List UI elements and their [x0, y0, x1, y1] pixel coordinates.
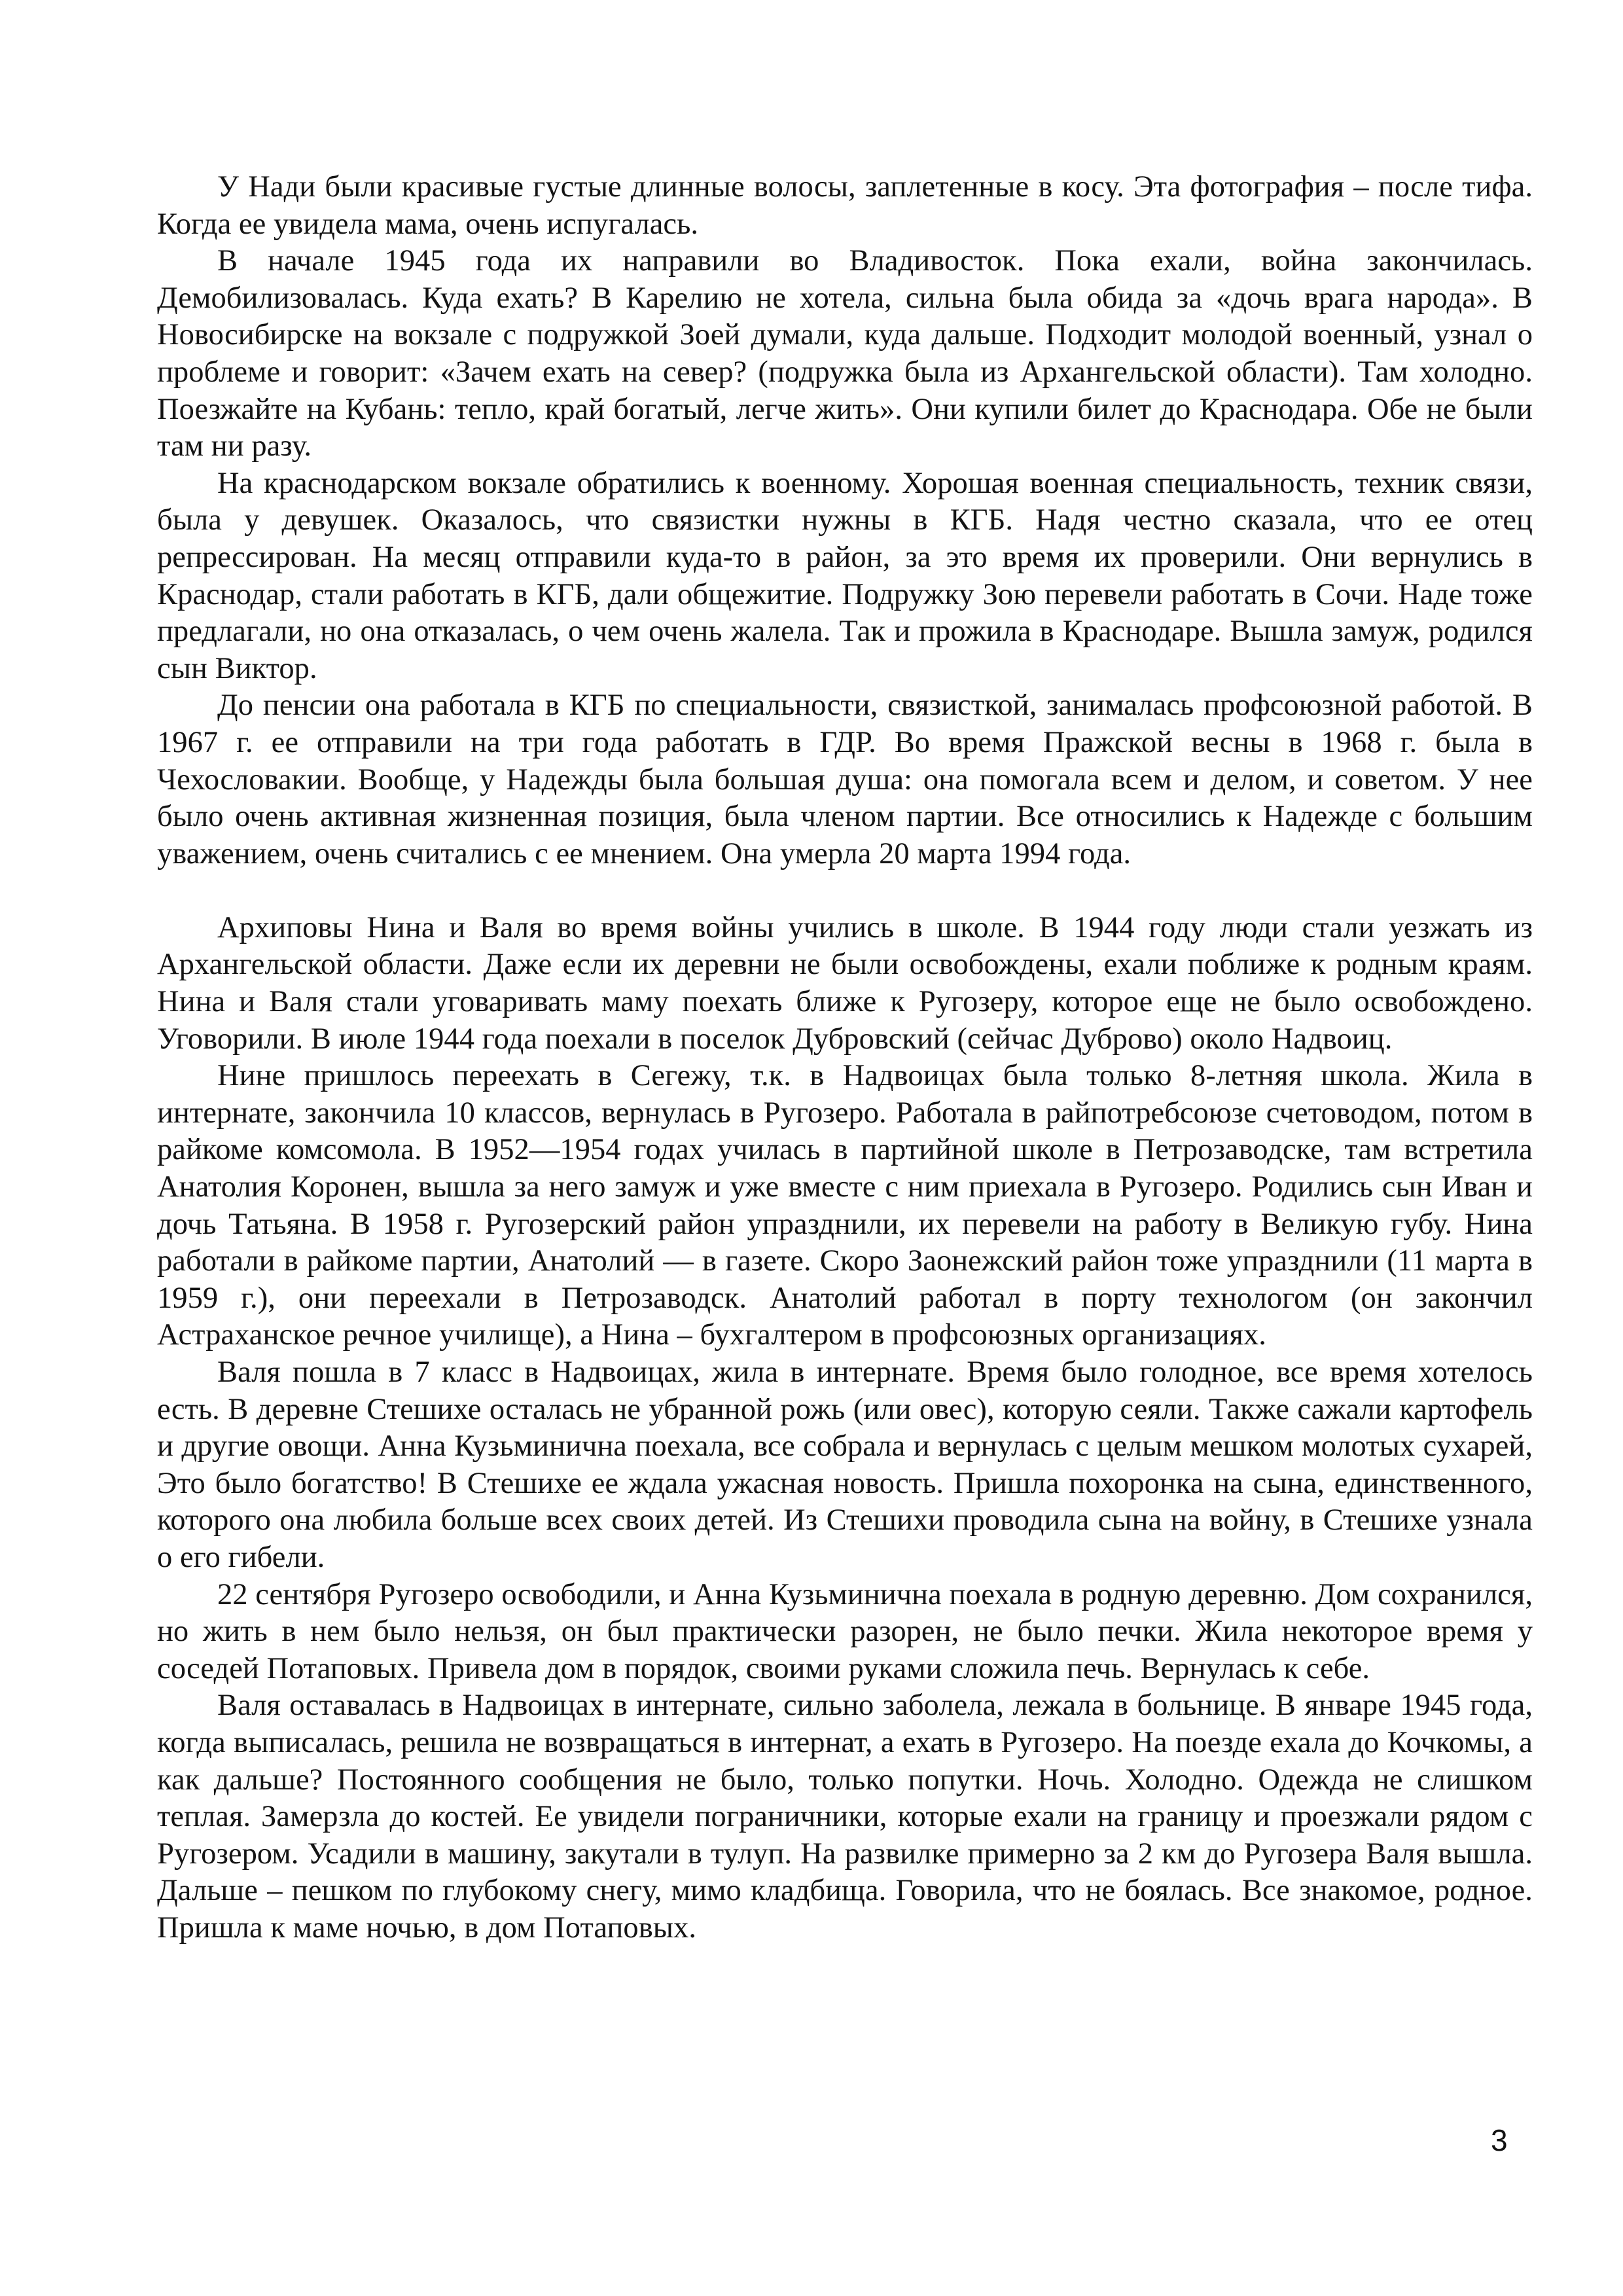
paragraph: Валя пошла в 7 класс в Надвоицах, жила в интернате. Время было голодное, все время хотелось есть. В деревне Стешихе осталась не убранной рожь (или овес), которую сеяли. Также сажали картофель и другие овощи. Анна Кузьминична поехала, все собрала и вернулась с целым мешком молотых сухарей, Это было богатство! В Стешихе ее ждала ужасная новость. Пришла похоронка на сына, единственного, которого она любила больше всех своих детей. Из Стешихи проводила сына на войну, в Стешихе узнала о его гибели.: [157, 1355, 1533, 1574]
page-number: 3: [1491, 2123, 1508, 2157]
paragraph: На краснодарском вокзале обратились к военному. Хорошая военная специальность, техник связи, была у девушек. Оказалось, что связистки нужны в КГБ. Надя честно сказала, что ее отец репрессирован. На месяц отправили куда-то в район, за это время их проверили. Они вернулись в Краснодар, стали работать в КГБ, дали общежитие. Подружку Зою перевели работать в Сочи. Наде тоже предлагали, но она отказалась, о чем очень жалела. Так и прожила в Краснодаре. Вышла замуж, родился сын Виктор.: [157, 466, 1533, 685]
paragraph: В начале 1945 года их направили во Владивосток. Пока ехали, война закончилась. Демобилизовалась. Куда ехать? В Карелию не хотела, сильна была обида за «дочь врага народа». В Новосибирске на вокзале с подружкой Зоей думали, куда дальше. Подходит молодой военный, узнал о проблеме и говорит: «Зачем ехать на север? (подружка была из Архангельской области). Там холодно. Поезжайте на Кубань: тепло, край богатый, легче жить». Они купили билет до Краснодара. Обе не были там ни разу.: [157, 244, 1533, 463]
paragraph: 22 сентября Ругозеро освободили, и Анна Кузьминична поехала в родную деревню. Дом сохранился, но жить в нем было нельзя, он был практически разорен, не было печки. Жила некоторое время у соседей Потаповых. Привела дом в порядок, своими руками сложила печь. Вернулась к себе.: [157, 1577, 1533, 1685]
section-nadya-story: [157, 169, 1533, 872]
paragraph: Валя оставалась в Надвоицах в интернате, сильно заболела, лежала в больнице. В январе 1945 года, когда выписалась, решила не возвращаться в интернат, а ехать в Ругозеро. На поезде ехала до Кочкомы, а как дальше? Постоянного сообщения не было, только попутки. Ночь. Холодно. Одежда не слишком теплая. Замерзла до костей. Ее увидели пограничники, которые ехали на границу и проезжали рядом с Ругозером. Усадили в машину, закутали в тулуп. На развилке примерно за 2 км до Ругозера Валя вышла. Дальше – пешком по глубокому снегу, мимо кладбища. Говорила, что не боялась. Все знакомое, родное. Пришла к маме ночью, в дом Потаповых.: [157, 1689, 1533, 1945]
paragraph: До пенсии она работала в КГБ по специальности, связисткой, занималась профсоюзной работой. В 1967 г. ее отправили на три года работать в ГДР. Во время Пражской весны в 1968 г. была в Чехословакии. Вообще, у Надежды была большая душа: она помогала всем и делом, и советом. У нее было очень активная жизненная позиция, была членом партии. Все относились к Надежде с большим уважением, очень считались с ее мнением. Она умерла 20 марта 1994 года.: [157, 689, 1533, 870]
paragraph: Нине пришлось переехать в Сегежу, т.к. в Надвоицах была только 8-летняя школа. Жила в интернате, закончила 10 классов, вернулась в Ругозеро. Работала в райпотребсоюзе счетоводом, потом в райкоме комсомола. В 1952—1954 годах училась в партийной школе в Петрозаводске, там встретила Анатолия Коронен, вышла за него замуж и уже вместе с ним приехала в Ругозеро. Родились сын Иван и дочь Татьяна. В 1958 г. Ругозерский район упразднили, их перевели на работу в Великую губу. Нина работали в райкоме партии, Анатолий — в газете. Скоро Заонежский район тоже упразднили (11 марта в 1959 г.), они переехали в Петрозаводск. Анатолий работал в порту технологом (он закончил Астраханское речное училище), а Нина – бухгалтером в профсоюзных организациях.: [157, 1059, 1533, 1352]
paragraph: У Нади были красивые густые длинные волосы, заплетенные в косу. Эта фотография – после тифа. Когда ее увидела мама, очень испугалась.: [157, 170, 1533, 241]
document-page-body: [157, 169, 1533, 1947]
section-arkhipovy-story: [157, 910, 1533, 1947]
paragraph: Архиповы Нина и Валя во время войны учились в школе. В 1944 году люди стали уезжать из Архангельской области. Даже если их деревни не были освобождены, ехали поближе к родным краям. Нина и Валя стали уговаривать маму поехать ближе к Ругозеру, которое еще не было освобождено. Уговорили. В июле 1944 года поехали в поселок Дубровский (сейчас Дуброво) около Надвоиц.: [157, 910, 1533, 1056]
